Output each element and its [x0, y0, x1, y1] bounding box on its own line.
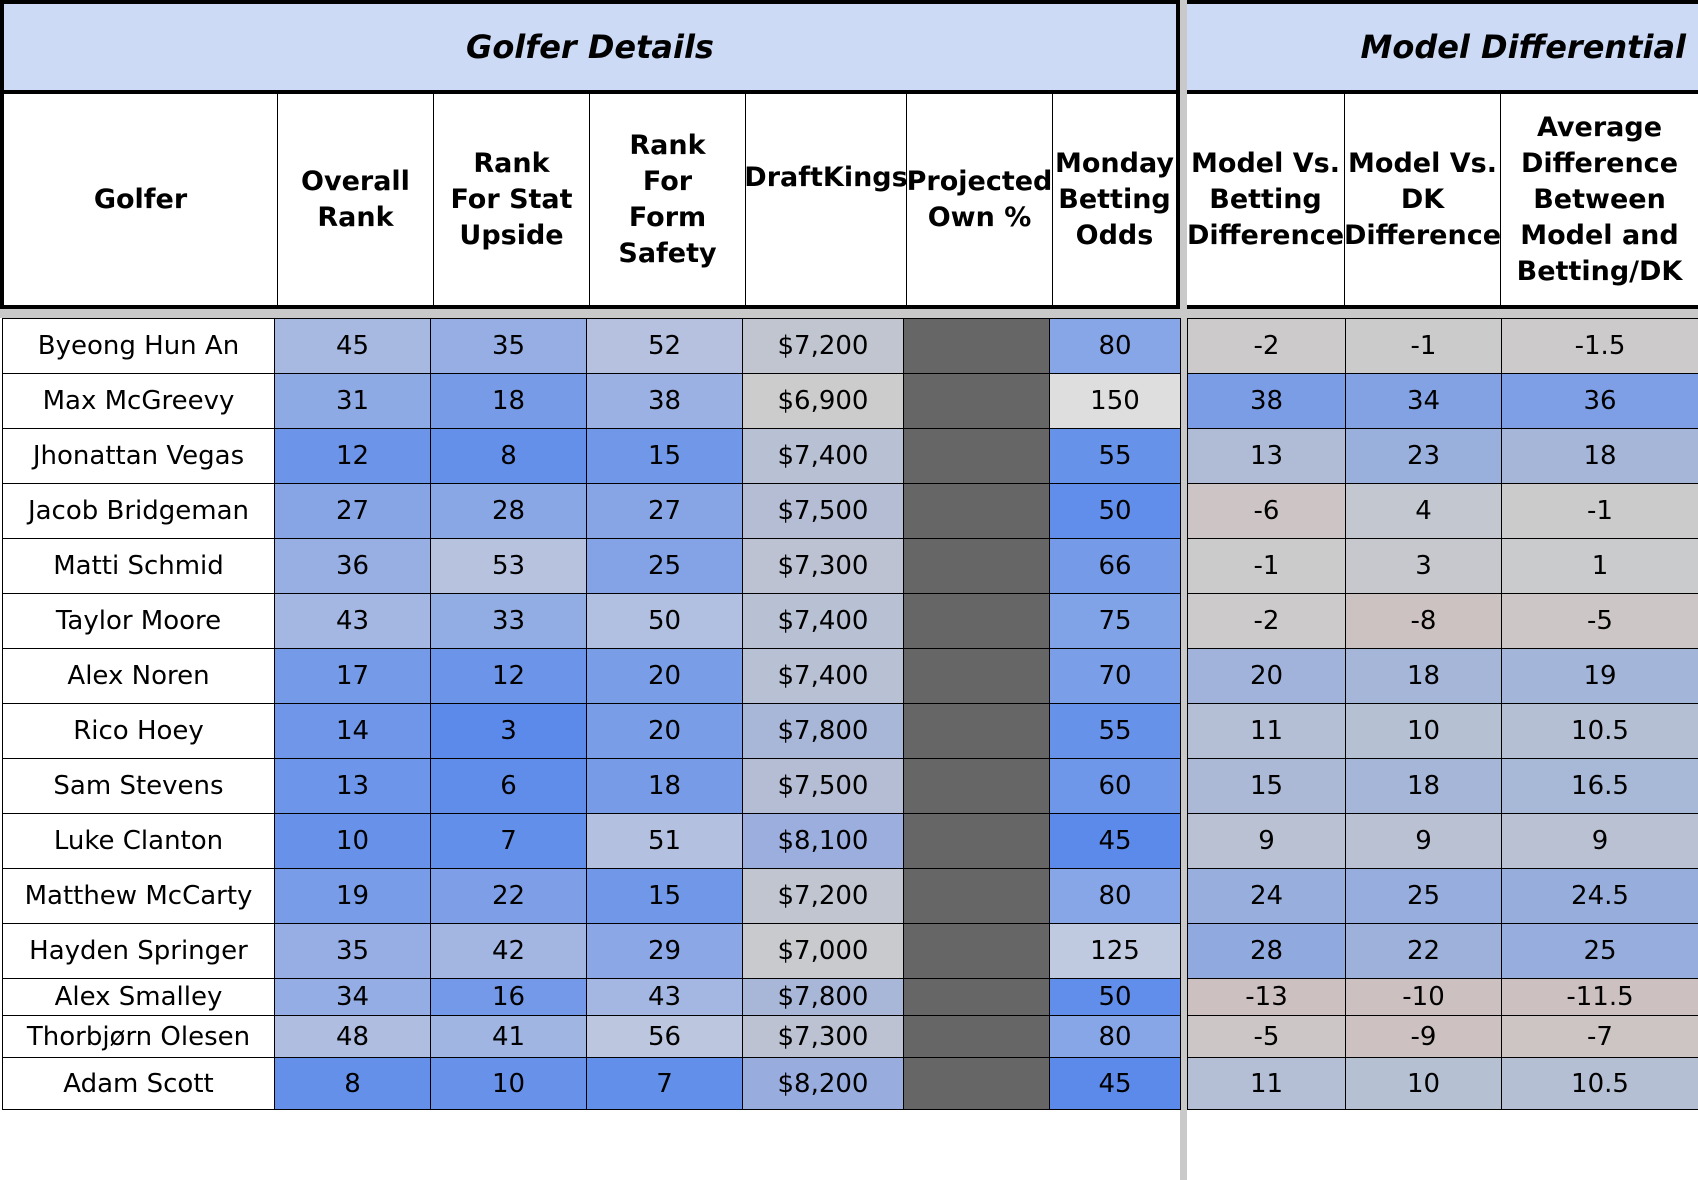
projected-own-cell[interactable]	[904, 814, 1050, 869]
average-difference-cell[interactable]: 36	[1502, 374, 1698, 429]
form-safety-cell[interactable]: 52	[587, 319, 743, 374]
average-difference-cell[interactable]: 10.5	[1502, 704, 1698, 759]
header-draftkings[interactable]: DraftKings	[746, 94, 907, 305]
draftkings-salary-cell[interactable]: $6,900	[743, 374, 904, 429]
projected-own-cell[interactable]	[904, 979, 1050, 1016]
average-difference-cell[interactable]: -5	[1502, 594, 1698, 649]
betting-odds-cell[interactable]: 55	[1050, 704, 1181, 759]
betting-odds-cell[interactable]: 45	[1050, 1058, 1181, 1110]
table-row	[1188, 1058, 1698, 1110]
betting-odds-cell[interactable]: 80	[1050, 319, 1181, 374]
betting-odds-cell[interactable]: 55	[1050, 429, 1181, 484]
table-row	[3, 759, 1181, 814]
betting-odds-cell[interactable]: 50	[1050, 484, 1181, 539]
overall-rank-cell[interactable]: 35	[275, 924, 431, 979]
stat-upside-cell[interactable]: 33	[431, 594, 587, 649]
projected-own-cell[interactable]	[904, 594, 1050, 649]
golfer-name-cell[interactable]: Alex Noren	[3, 649, 275, 704]
table-row	[3, 539, 1181, 594]
draftkings-salary-cell[interactable]: $7,400	[743, 649, 904, 704]
model-vs-dk-cell[interactable]: 18	[1346, 649, 1502, 704]
betting-odds-cell[interactable]: 50	[1050, 979, 1181, 1016]
table-row	[3, 1058, 1181, 1110]
table-row	[1188, 319, 1698, 374]
stat-upside-cell[interactable]: 53	[431, 539, 587, 594]
model-vs-betting-cell[interactable]: -2	[1188, 319, 1346, 374]
projected-own-cell[interactable]	[904, 319, 1050, 374]
form-safety-cell[interactable]: 15	[587, 429, 743, 484]
golfer-name-cell[interactable]: Max McGreevy	[3, 374, 275, 429]
table-row	[1188, 484, 1698, 539]
model-vs-betting-cell[interactable]: 20	[1188, 649, 1346, 704]
stat-upside-cell[interactable]: 41	[431, 1016, 587, 1058]
betting-odds-cell[interactable]: 125	[1050, 924, 1181, 979]
table-row	[3, 1016, 1181, 1058]
projected-own-cell[interactable]	[904, 484, 1050, 539]
draftkings-salary-cell[interactable]: $7,000	[743, 924, 904, 979]
overall-rank-cell[interactable]: 34	[275, 979, 431, 1016]
model-vs-betting-cell[interactable]: 24	[1188, 869, 1346, 924]
overall-rank-cell[interactable]: 45	[275, 319, 431, 374]
model-vs-dk-cell[interactable]: 4	[1346, 484, 1502, 539]
header-average-difference[interactable]: Average Difference Between Model and Betting/DK	[1516, 111, 1683, 287]
draftkings-salary-cell[interactable]: $7,800	[743, 704, 904, 759]
overall-rank-cell[interactable]: 48	[275, 1016, 431, 1058]
overall-rank-cell[interactable]: 31	[275, 374, 431, 429]
overall-rank-cell[interactable]: 17	[275, 649, 431, 704]
betting-odds-cell[interactable]: 45	[1050, 814, 1181, 869]
table-row	[3, 594, 1181, 649]
model-vs-betting-cell[interactable]: -5	[1188, 1016, 1346, 1058]
table-row	[1188, 814, 1698, 869]
average-difference-cell[interactable]: 9	[1502, 814, 1698, 869]
betting-odds-cell[interactable]: 66	[1050, 539, 1181, 594]
model-vs-betting-cell[interactable]: 11	[1188, 704, 1346, 759]
form-safety-cell[interactable]: 56	[587, 1016, 743, 1058]
table-row	[3, 814, 1181, 869]
model-vs-dk-cell[interactable]: 25	[1346, 869, 1502, 924]
draftkings-salary-cell[interactable]: $7,800	[743, 979, 904, 1016]
model-vs-dk-cell[interactable]: 34	[1346, 374, 1502, 429]
model-vs-betting-cell[interactable]: 11	[1188, 1058, 1346, 1110]
stat-upside-cell[interactable]: 6	[431, 759, 587, 814]
overall-rank-cell[interactable]: 36	[275, 539, 431, 594]
header-overall-rank[interactable]: Overall Rank	[278, 94, 434, 305]
column-gutter	[1180, 0, 1187, 1180]
overall-rank-cell[interactable]: 19	[275, 869, 431, 924]
draftkings-salary-cell[interactable]: $7,200	[743, 869, 904, 924]
model-vs-dk-cell[interactable]: -8	[1346, 594, 1502, 649]
overall-rank-cell[interactable]: 27	[275, 484, 431, 539]
average-difference-cell[interactable]: 18	[1502, 429, 1698, 484]
average-difference-cell[interactable]: -7	[1502, 1016, 1698, 1058]
golfer-name-cell[interactable]: Taylor Moore	[3, 594, 275, 649]
form-safety-cell[interactable]: 50	[587, 594, 743, 649]
header-monday-betting-odds[interactable]: Monday Betting Odds	[1055, 147, 1174, 251]
stat-upside-cell[interactable]: 16	[431, 979, 587, 1016]
section-title: Golfer Details	[466, 28, 714, 66]
overall-rank-cell[interactable]: 14	[275, 704, 431, 759]
overall-rank-cell[interactable]: 8	[275, 1058, 431, 1110]
golfer-name-cell[interactable]: Sam Stevens	[3, 759, 275, 814]
draftkings-salary-cell[interactable]: $7,300	[743, 1016, 904, 1058]
golfer-name-cell[interactable]: Luke Clanton	[3, 814, 275, 869]
golfer-name-cell[interactable]: Jacob Bridgeman	[3, 484, 275, 539]
average-difference-cell[interactable]: 25	[1502, 924, 1698, 979]
header-projected-own[interactable]: Projected Own %	[907, 94, 1053, 305]
table-row	[3, 429, 1181, 484]
stat-upside-cell[interactable]: 12	[431, 649, 587, 704]
model-vs-betting-cell[interactable]: 9	[1188, 814, 1346, 869]
betting-odds-cell[interactable]: 150	[1050, 374, 1181, 429]
stat-upside-cell[interactable]: 42	[431, 924, 587, 979]
table-row	[1188, 979, 1698, 1016]
table-row	[1188, 594, 1698, 649]
average-difference-cell[interactable]: -11.5	[1502, 979, 1698, 1016]
projected-own-cell[interactable]	[904, 374, 1050, 429]
golfer-name-cell[interactable]: Matthew McCarty	[3, 869, 275, 924]
table-row	[3, 319, 1181, 374]
betting-odds-cell[interactable]: 60	[1050, 759, 1181, 814]
table-row	[1188, 704, 1698, 759]
golfer-name-cell[interactable]: Alex Smalley	[3, 979, 275, 1016]
header-model-vs-dk[interactable]: Model Vs. DK Difference	[1345, 94, 1501, 305]
draftkings-salary-cell[interactable]: $8,100	[743, 814, 904, 869]
betting-odds-cell[interactable]: 80	[1050, 869, 1181, 924]
golfer-name-cell[interactable]: Jhonattan Vegas	[3, 429, 275, 484]
model-vs-dk-cell[interactable]: -1	[1346, 319, 1502, 374]
golfer-name-cell[interactable]: Thorbjørn Olesen	[3, 1016, 275, 1058]
draftkings-salary-cell[interactable]: $7,200	[743, 319, 904, 374]
average-difference-cell[interactable]: 1	[1502, 539, 1698, 594]
average-difference-cell[interactable]: 24.5	[1502, 869, 1698, 924]
table-row	[3, 924, 1181, 979]
model-vs-betting-cell[interactable]: 28	[1188, 924, 1346, 979]
projected-own-cell[interactable]	[904, 924, 1050, 979]
table-row	[3, 484, 1181, 539]
golfer-name-cell[interactable]: Rico Hoey	[3, 704, 275, 759]
model-vs-betting-cell[interactable]: -1	[1188, 539, 1346, 594]
model-vs-betting-cell[interactable]: -6	[1188, 484, 1346, 539]
draftkings-salary-cell[interactable]: $8,200	[743, 1058, 904, 1110]
projected-own-cell[interactable]	[904, 1058, 1050, 1110]
stat-upside-cell[interactable]: 22	[431, 869, 587, 924]
stat-upside-cell[interactable]: 8	[431, 429, 587, 484]
golfer-name-cell[interactable]: Matti Schmid	[3, 539, 275, 594]
form-safety-cell[interactable]: 20	[587, 649, 743, 704]
projected-own-cell[interactable]	[904, 1016, 1050, 1058]
overall-rank-cell[interactable]: 12	[275, 429, 431, 484]
golfer-name-cell[interactable]: Hayden Springer	[3, 924, 275, 979]
model-vs-betting-cell[interactable]: -13	[1188, 979, 1346, 1016]
section-golfer-details	[0, 0, 1180, 94]
stat-upside-cell[interactable]: 18	[431, 374, 587, 429]
table-row	[3, 869, 1181, 924]
average-difference-cell[interactable]: -1	[1502, 484, 1698, 539]
header-separator	[1187, 309, 1698, 318]
table-row	[1188, 924, 1698, 979]
projected-own-cell[interactable]	[904, 869, 1050, 924]
stat-upside-cell[interactable]: 7	[431, 814, 587, 869]
model-vs-betting-cell[interactable]: -2	[1188, 594, 1346, 649]
draftkings-salary-cell[interactable]: $7,300	[743, 539, 904, 594]
overall-rank-cell[interactable]: 13	[275, 759, 431, 814]
form-safety-cell[interactable]: 18	[587, 759, 743, 814]
model-differential-table	[1187, 318, 1698, 1110]
golfer-name-cell[interactable]: Byeong Hun An	[3, 319, 275, 374]
form-safety-cell[interactable]: 29	[587, 924, 743, 979]
model-vs-dk-cell[interactable]: 22	[1346, 924, 1502, 979]
model-vs-dk-cell[interactable]: -10	[1346, 979, 1502, 1016]
average-difference-cell[interactable]: 10.5	[1502, 1058, 1698, 1110]
table-row	[3, 704, 1181, 759]
model-vs-dk-cell[interactable]: 23	[1346, 429, 1502, 484]
table-row	[3, 374, 1181, 429]
golfer-details-table	[2, 318, 1181, 1110]
average-difference-cell[interactable]: 16.5	[1502, 759, 1698, 814]
model-vs-dk-cell[interactable]: 9	[1346, 814, 1502, 869]
stat-upside-cell[interactable]: 28	[431, 484, 587, 539]
projected-own-cell[interactable]	[904, 539, 1050, 594]
overall-rank-cell[interactable]: 10	[275, 814, 431, 869]
table-row	[1188, 869, 1698, 924]
table-row	[3, 979, 1181, 1016]
section-model-differential	[1187, 0, 1698, 94]
table-row	[1188, 759, 1698, 814]
table-row	[3, 649, 1181, 704]
stat-upside-cell[interactable]: 35	[431, 319, 587, 374]
draftkings-salary-cell[interactable]: $7,500	[743, 759, 904, 814]
model-vs-dk-cell[interactable]: 3	[1346, 539, 1502, 594]
form-safety-cell[interactable]: 43	[587, 979, 743, 1016]
form-safety-cell[interactable]: 7	[587, 1058, 743, 1110]
projected-own-cell[interactable]	[904, 429, 1050, 484]
projected-own-cell[interactable]	[904, 649, 1050, 704]
form-safety-cell[interactable]: 20	[587, 704, 743, 759]
table-row	[1188, 1016, 1698, 1058]
model-vs-dk-cell[interactable]: 10	[1346, 704, 1502, 759]
table-row	[1188, 429, 1698, 484]
model-vs-betting-cell[interactable]: 13	[1188, 429, 1346, 484]
header-rank-form-safety[interactable]: Rank For Form Safety	[590, 94, 746, 305]
form-safety-cell[interactable]: 38	[587, 374, 743, 429]
draftkings-salary-cell[interactable]: $7,500	[743, 484, 904, 539]
projected-own-cell[interactable]	[904, 704, 1050, 759]
header-row-golfer-details	[0, 94, 1180, 309]
section-title: Model Differential	[1360, 28, 1686, 66]
table-row	[1188, 374, 1698, 429]
model-vs-dk-cell[interactable]: -9	[1346, 1016, 1502, 1058]
draftkings-salary-cell[interactable]: $7,400	[743, 594, 904, 649]
average-difference-cell[interactable]: -1.5	[1502, 319, 1698, 374]
draftkings-salary-cell[interactable]: $7,400	[743, 429, 904, 484]
betting-odds-cell[interactable]: 70	[1050, 649, 1181, 704]
model-vs-betting-cell[interactable]: 15	[1188, 759, 1346, 814]
table-row	[1188, 649, 1698, 704]
header-row-model-differential	[1187, 94, 1698, 309]
table-row	[1188, 539, 1698, 594]
stat-upside-cell[interactable]: 10	[431, 1058, 587, 1110]
model-vs-dk-cell[interactable]: 18	[1346, 759, 1502, 814]
header-golfer[interactable]: Golfer	[4, 94, 278, 305]
golfer-name-cell[interactable]: Adam Scott	[3, 1058, 275, 1110]
overall-rank-cell[interactable]: 43	[275, 594, 431, 649]
header-model-vs-betting[interactable]: Model Vs. Betting Difference	[1187, 94, 1345, 305]
projected-own-cell[interactable]	[904, 759, 1050, 814]
betting-odds-cell[interactable]: 75	[1050, 594, 1181, 649]
stat-upside-cell[interactable]: 3	[431, 704, 587, 759]
header-rank-stat-upside[interactable]: Rank For Stat Upside	[434, 94, 590, 305]
betting-odds-cell[interactable]: 80	[1050, 1016, 1181, 1058]
form-safety-cell[interactable]: 15	[587, 869, 743, 924]
model-vs-betting-cell[interactable]: 38	[1188, 374, 1346, 429]
form-safety-cell[interactable]: 27	[587, 484, 743, 539]
form-safety-cell[interactable]: 51	[587, 814, 743, 869]
model-vs-dk-cell[interactable]: 10	[1346, 1058, 1502, 1110]
average-difference-cell[interactable]: 19	[1502, 649, 1698, 704]
form-safety-cell[interactable]: 25	[587, 539, 743, 594]
header-separator	[0, 309, 1180, 318]
